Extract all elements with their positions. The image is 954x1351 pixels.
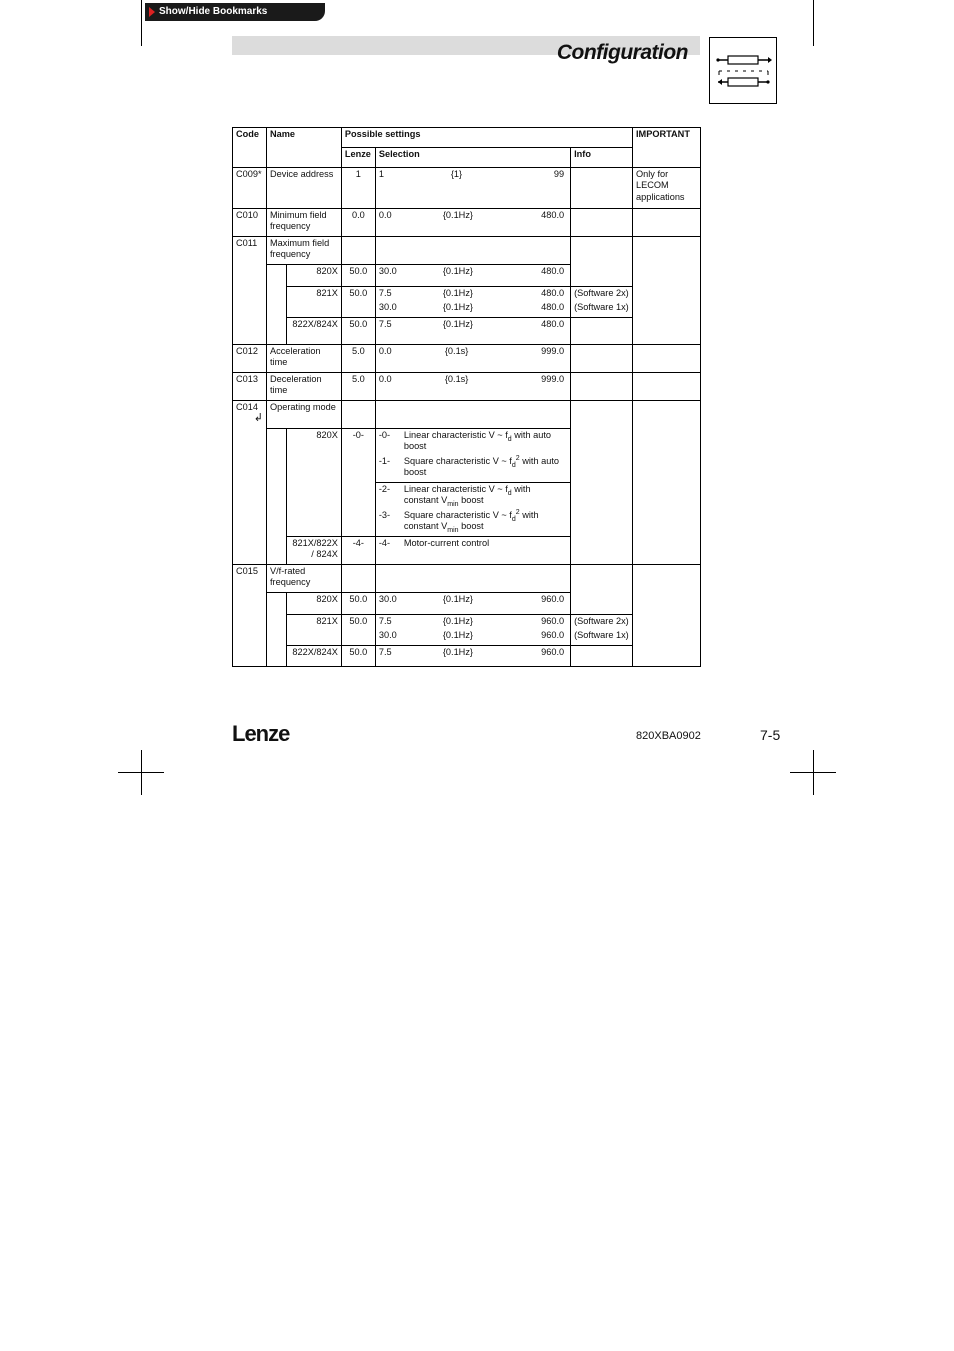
- important-cell: [633, 401, 701, 565]
- lenze-cell: 1: [341, 168, 375, 209]
- lenze-cell: 50.0: [341, 593, 375, 615]
- info-cell: [571, 265, 633, 287]
- info-cell: [571, 373, 633, 401]
- lenze-logo: Lenze: [232, 721, 290, 746]
- lenze-cell: 5.0: [341, 373, 375, 401]
- table-row: [233, 373, 701, 401]
- table-row: [233, 237, 701, 265]
- lenze-cell: 50.0: [341, 287, 375, 318]
- header-selection: Selection: [375, 148, 570, 168]
- page-number: 7-5: [760, 727, 781, 743]
- bookmarks-label: Show/Hide Bookmarks: [159, 6, 268, 17]
- name-cell: Operating mode: [266, 401, 341, 429]
- selection-cell: 1 {1} 99: [375, 168, 570, 209]
- info-cell: [571, 209, 633, 237]
- table-row: [233, 565, 701, 593]
- selection-cell: 0.0 {0.1Hz} 480.0: [375, 209, 570, 237]
- selection-cell: 30.0 {0.1Hz} 960.0: [375, 593, 570, 615]
- selection-cell: [375, 483, 570, 537]
- code-cell: C011: [233, 237, 267, 345]
- name-cell: V/f-rated frequency: [266, 565, 341, 593]
- device-cell: 821X: [286, 615, 341, 646]
- lenze-cell: [341, 565, 375, 593]
- lenze-cell: 50.0: [341, 615, 375, 646]
- crop-mark: [141, 0, 142, 46]
- table-row: [233, 646, 701, 667]
- selection-cell: 30.0 {0.1Hz} 480.0: [375, 265, 570, 287]
- selection-cell: 7.5 {0.1Hz} 480.0 30.0 {0.1Hz} 480.0: [375, 287, 570, 318]
- lenze-cell: 50.0: [341, 265, 375, 287]
- header-lenze: Lenze: [341, 148, 375, 168]
- name-cell: Acceleration time: [266, 345, 341, 373]
- selection-cell: 0.0 {0.1s} 999.0: [375, 345, 570, 373]
- indent-cell: [266, 593, 286, 667]
- crop-mark: [813, 0, 814, 46]
- header-important: IMPORTANT: [633, 128, 701, 168]
- bookmark-arrow-icon: [149, 7, 155, 17]
- crop-mark: [118, 772, 164, 773]
- selection-cell: [375, 429, 570, 483]
- configuration-table: [232, 127, 701, 667]
- info-cell: [571, 237, 633, 265]
- selection-cell: [375, 537, 570, 565]
- important-cell: [633, 345, 701, 373]
- device-cell: 821X: [286, 287, 341, 318]
- lenze-cell: 50.0: [341, 646, 375, 667]
- configuration-icon: [709, 37, 777, 104]
- lenze-cell: 5.0: [341, 345, 375, 373]
- table-header-row: [233, 128, 701, 148]
- table-row: [233, 318, 701, 345]
- name-cell: Maximum field frequency: [266, 237, 341, 265]
- selection-cell: 7.5 {0.1Hz} 480.0: [375, 318, 570, 345]
- selection-cell: 7.5 {0.1Hz} 960.0 30.0 {0.1Hz} 960.0: [375, 615, 570, 646]
- info-cell: (Software 2x) (Software 1x): [571, 287, 633, 318]
- info-cell: [571, 593, 633, 615]
- code-cell: C015: [233, 565, 267, 667]
- table-row: [233, 615, 701, 646]
- option-3: -3- Square characteristic V ~ $f_d^2$ with constant $V_{min}$ boost: [378, 508, 539, 535]
- info-cell: [571, 565, 633, 593]
- header-name: Name: [266, 128, 341, 168]
- name-cell: Minimum field frequency: [266, 209, 341, 237]
- indent-cell: [266, 265, 286, 345]
- lenze-cell: 0.0: [341, 209, 375, 237]
- info-cell: (Software 2x) (Software 1x): [571, 615, 633, 646]
- important-cell: [633, 237, 701, 345]
- important-cell: [633, 209, 701, 237]
- selection-cell: [375, 237, 570, 265]
- lenze-cell: [341, 401, 375, 429]
- info-cell: [571, 168, 633, 209]
- table-row: [233, 168, 701, 209]
- option-0: -0- Linear characteristic V ~ $f_d$ with auto boost: [378, 430, 551, 452]
- lenze-cell: [341, 237, 375, 265]
- header-code: Code: [233, 128, 267, 168]
- header-info: Info: [571, 148, 633, 168]
- device-cell: 821X/822X / 824X: [286, 537, 341, 565]
- selection-cell: [375, 565, 570, 593]
- header-possible-settings: Possible settings: [341, 128, 632, 148]
- device-cell: 820X: [286, 265, 341, 287]
- code-cell: C012: [233, 345, 267, 373]
- info-cell: [571, 345, 633, 373]
- show-hide-bookmarks-button[interactable]: [145, 3, 325, 21]
- info-cell: [571, 646, 633, 667]
- table-row: [233, 287, 701, 318]
- selection-cell: 7.5 {0.1Hz} 960.0: [375, 646, 570, 667]
- name-cell: Deceleration time: [266, 373, 341, 401]
- code-cell: C014 ↲: [233, 401, 267, 565]
- option-1: -1- Square characteristic V ~ $f_d^2$ with auto boost: [378, 454, 559, 478]
- crop-mark: [790, 772, 836, 773]
- device-cell: 820X: [286, 593, 341, 615]
- indent-cell: [266, 429, 286, 565]
- table-row: [233, 265, 701, 287]
- lenze-cell: -4-: [341, 537, 375, 565]
- option-2: -2- Linear characteristic V ~ $f_d$ with constant $V_{min}$ boost: [378, 484, 531, 509]
- selection-cell: [375, 401, 570, 429]
- important-cell: [633, 565, 701, 667]
- code-cell: C010: [233, 209, 267, 237]
- important-cell: [633, 373, 701, 401]
- return-icon: ↲: [253, 412, 263, 425]
- name-cell: Device address: [266, 168, 341, 209]
- info-cell: [571, 401, 633, 565]
- lenze-cell: -0-: [341, 429, 375, 537]
- table-row: [233, 401, 701, 429]
- page-title: Configuration: [556, 41, 688, 64]
- table-row: [233, 593, 701, 615]
- code-cell: C013: [233, 373, 267, 401]
- table-row: [233, 209, 701, 237]
- selection-cell: 0.0 {0.1s} 999.0: [375, 373, 570, 401]
- device-cell: 820X: [286, 429, 341, 537]
- info-cell: [571, 318, 633, 345]
- option-4: -4- Motor-current control: [378, 538, 490, 548]
- important-cell: Only for LECOM applications: [633, 168, 701, 209]
- code-cell: C009*: [233, 168, 267, 209]
- table-row: [233, 345, 701, 373]
- device-cell: 822X/824X: [286, 646, 341, 667]
- document-id: 820XBA0902: [636, 730, 701, 742]
- device-cell: 822X/824X: [286, 318, 341, 345]
- lenze-cell: 50.0: [341, 318, 375, 345]
